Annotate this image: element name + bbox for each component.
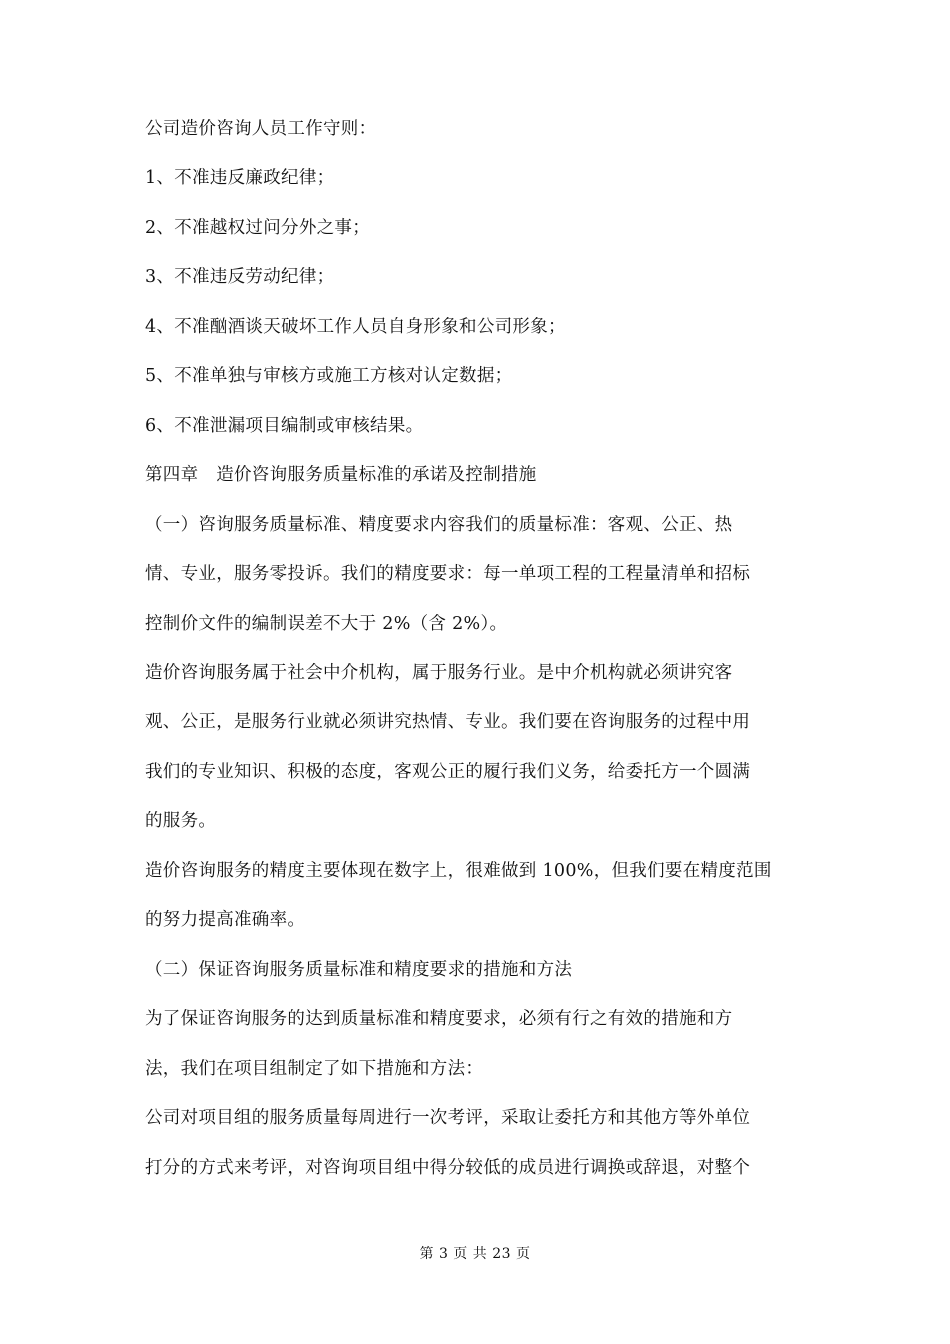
text-line: 的服务。	[145, 811, 217, 831]
text-line: 公司对项目组的服务质量每周进行一次考评，采取让委托方和其他方等外单位	[145, 1108, 751, 1128]
text-line: 3、不准违反劳动纪律；	[145, 267, 335, 287]
text-line: 5、不准单独与审核方或施工方核对认定数据；	[145, 366, 513, 386]
text-line: 6、不准泄漏项目编制或审核结果。	[145, 416, 424, 436]
text-line: 观、公正，是服务行业就必须讲究热情、专业。我们要在咨询服务的过程中用	[145, 712, 751, 732]
text-line: （一）咨询服务质量标准、精度要求内容我们的质量标准：客观、公正、热	[145, 515, 733, 535]
section-heading: （二）保证咨询服务质量标准和精度要求的措施和方法	[145, 960, 573, 980]
text-line: 造价咨询服务属于社会中介机构，属于服务行业。是中介机构就必须讲究客	[145, 663, 733, 683]
text-line: 的努力提高准确率。	[145, 910, 306, 930]
text-line: 控制价文件的编制误差不大于 2%（含 2%）。	[145, 614, 508, 634]
text-line: 打分的方式来考评，对咨询项目组中得分较低的成员进行调换或辞退，对整个	[145, 1158, 751, 1178]
chapter-heading: 第四章 造价咨询服务质量标准的承诺及控制措施	[145, 465, 537, 485]
text-line: 公司造价咨询人员工作守则：	[145, 119, 377, 139]
text-line: 造价咨询服务的精度主要体现在数字上，很难做到 100%，但我们要在精度范围	[145, 861, 772, 881]
text-line: 1、不准违反廉政纪律；	[145, 168, 335, 188]
text-line: 2、不准越权过问分外之事；	[145, 218, 371, 238]
text-line: 情、专业，服务零投诉。我们的精度要求：每一单项工程的工程量清单和招标	[145, 564, 751, 584]
text-line: 我们的专业知识、积极的态度，客观公正的履行我们义务，给委托方一个圆满	[145, 762, 751, 782]
page-footer: 第 3 页 共 23 页	[419, 1246, 531, 1262]
text-line: 4、不准酗酒谈天破坏工作人员自身形象和公司形象；	[145, 317, 566, 337]
text-line: 法，我们在项目组制定了如下措施和方法：	[145, 1059, 484, 1079]
text-line: 为了保证咨询服务的达到质量标准和精度要求，必须有行之有效的措施和方	[145, 1009, 733, 1029]
